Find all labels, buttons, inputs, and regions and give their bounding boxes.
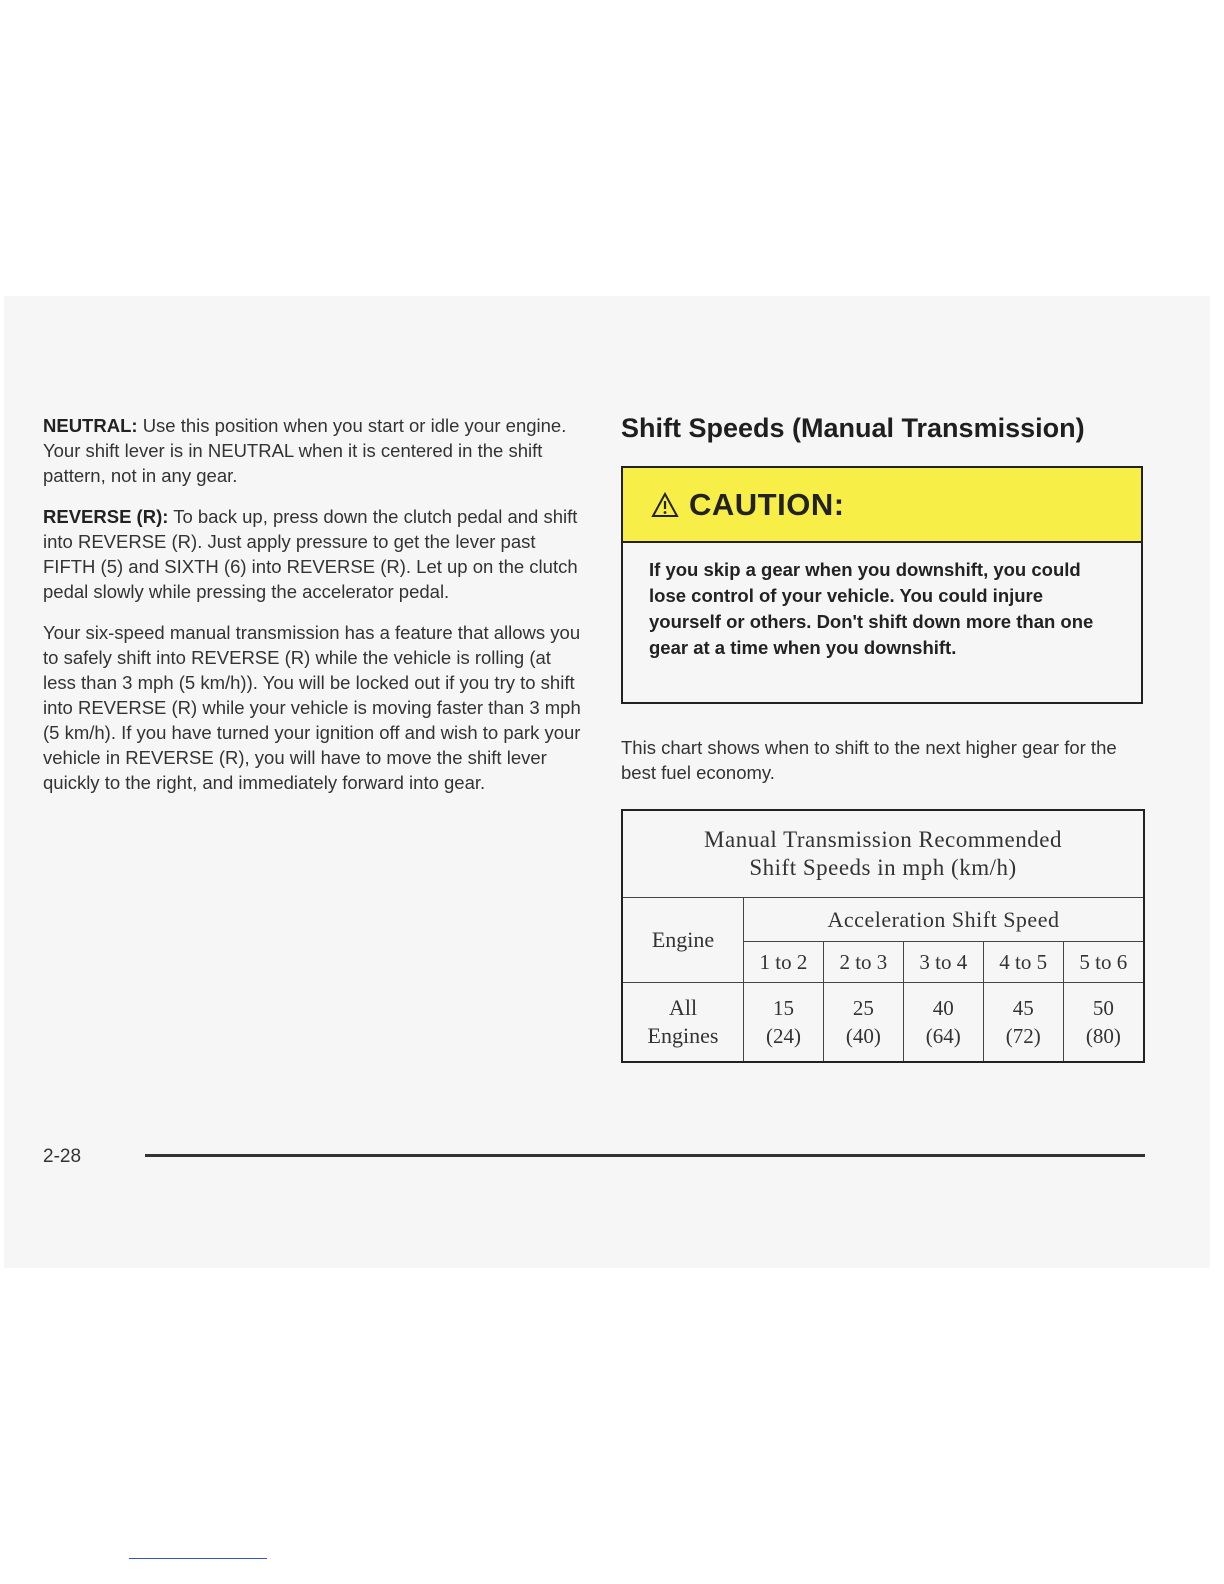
caution-title: CAUTION: <box>689 486 845 522</box>
engine-label <box>622 983 744 1063</box>
reverse-paragraph <box>43 504 583 604</box>
caution-box <box>621 466 1143 704</box>
speed-cell <box>983 983 1063 1063</box>
speed-mph: 15 <box>772 996 794 1020</box>
acceleration-header: Acceleration Shift Speed <box>744 898 1145 942</box>
speed-kmh: (64) <box>925 1024 961 1048</box>
left-column <box>43 413 583 811</box>
reverse-lead: REVERSE (R): <box>43 506 169 527</box>
table-caption <box>622 810 1144 898</box>
speed-cell <box>1063 983 1144 1063</box>
speed-kmh: (24) <box>765 1024 801 1048</box>
link-underline[interactable] <box>129 1558 267 1559</box>
footer-divider <box>145 1154 1145 1157</box>
section-title: Shift Speeds (Manual Transmission) <box>621 413 1085 443</box>
speed-cell <box>744 983 824 1063</box>
gear-header: 5 to 6 <box>1063 942 1144 983</box>
table-row <box>622 983 1144 1063</box>
speed-kmh: (40) <box>845 1024 881 1048</box>
right-column <box>621 410 1147 1048</box>
gear-header: 3 to 4 <box>903 942 983 983</box>
neutral-text: Use this position when you start or idle your engine. Your shift lever is in NEUTRAL when it is centered in the shift pattern, not in any gear. <box>43 415 567 486</box>
speed-mph: 45 <box>1012 996 1034 1020</box>
gear-header: 1 to 2 <box>744 942 824 983</box>
speed-cell <box>823 983 903 1063</box>
shift-speed-table <box>621 809 1145 1063</box>
speed-mph: 25 <box>852 996 874 1020</box>
speed-kmh: (72) <box>1005 1024 1041 1048</box>
chart-intro: This chart shows when to shift to the next higher gear for the best fuel economy. <box>621 737 1117 783</box>
table-caption-line-2: Shift Speeds in mph (km/h) <box>749 855 1017 880</box>
warning-triangle-icon <box>651 492 679 518</box>
table-caption-row <box>622 810 1144 898</box>
speed-mph: 40 <box>932 996 954 1020</box>
caution-header <box>623 468 1141 543</box>
speed-mph: 50 <box>1092 996 1114 1020</box>
table-header-row <box>622 898 1144 942</box>
engine-label-line-2: Engines <box>647 1023 719 1048</box>
gear-header: 2 to 3 <box>823 942 903 983</box>
table-caption-line-1: Manual Transmission Recommended <box>704 827 1062 852</box>
page-number: 2-28 <box>43 1146 82 1167</box>
caution-body: If you skip a gear when you downshift, you could lose control of your vehicle. You could injure yourself or others. Don't shift down more than one gear at a time when you downshift. <box>649 559 1094 658</box>
neutral-paragraph <box>43 413 583 488</box>
gear-header: 4 to 5 <box>983 942 1063 983</box>
speed-kmh: (80) <box>1085 1024 1121 1048</box>
engine-label-line-1: All <box>668 995 698 1020</box>
six-speed-paragraph: Your six-speed manual transmission has a feature that allows you to safely shift into REVERSE (R) while the vehicle is rolling (at less than 3 mph (5 km/h)). You will be locked out if you try to shift into REVERSE (R) while your vehicle is moving faster than 3 mph (5 km/h). If you have turned your ignition off and wish to park your vehicle in REVERSE (R), you will have to move the shift lever quickly to the right, and immediately forward into gear. <box>43 622 581 793</box>
speed-cell <box>903 983 983 1063</box>
reverse-text: To back up, press down the clutch pedal and shift into REVERSE (R). Just apply pressure to get the lever past FIFTH (5) and SIXTH (6) into REVERSE (R). Let up on the clutch pedal slowly while pressing the accelerator pedal. <box>43 506 578 602</box>
engine-header: Engine <box>622 898 744 983</box>
neutral-lead: NEUTRAL: <box>43 415 138 436</box>
